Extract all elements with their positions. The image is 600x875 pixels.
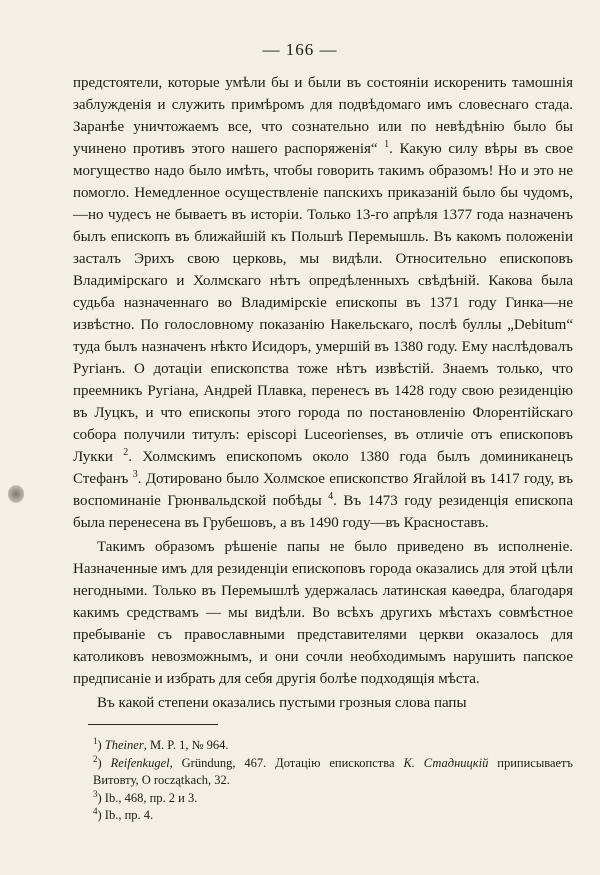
footnote-2: $^2$) Reifenkugel, Gründung, 467. Дотацію епископства К. Стадницкій приписываетъ Витовту, O roczątkach, 32.: [93, 753, 573, 787]
footnote-ref-4[interactable]: 4: [328, 491, 334, 502]
main-text: [73, 72, 573, 714]
footnote-4: $^4$) Ib., пр. 4.: [93, 805, 154, 822]
page-number: — 166 —: [262, 40, 338, 59]
footnote-4-number: 4: [93, 805, 98, 816]
footnote-ref-2[interactable]: 2: [123, 447, 129, 458]
footnotes: [73, 737, 573, 825]
footnote-3: $^3$) Ib., 468, пр. 2 и 3.: [93, 788, 198, 805]
footnote-3-number: 3: [93, 788, 98, 799]
paragraph-1-part-c: . Холмскимъ епископомъ около 1380 года былъ доминиканецъ Стефанъ: [73, 449, 573, 487]
ink-blot-mark: [8, 485, 24, 503]
footnote-4-text: Ib., пр. 4.: [104, 808, 154, 822]
footnote-2-number: 2: [93, 753, 98, 764]
footnote-divider: [88, 724, 218, 725]
footnote-3-text: Ib., 468, пр. 2 и 3.: [104, 790, 198, 805]
paragraph-2: Такимъ образомъ рѣшеніе папы не было приведено въ исполненіе. Назначенные имъ для резиденціи епископовъ города оказались для этой цѣли негодными. Только въ Перемышлѣ удержалась латинская каѳедра, благодаря какимъ средствамъ — мы видѣли. Во всѣхъ другихъ мѣстахъ совмѣстное пребываніе съ православными представителями церкви оказалось для католиковъ невозможнымъ, и они сочли необходимымъ нарушить папское предписаніе и избрать для себя другія болѣе подходящія мѣста.: [73, 539, 573, 687]
footnote-ref-1[interactable]: 1: [384, 139, 390, 150]
paragraph-1: [73, 72, 573, 534]
paragraph-1-part-d: . Дотировано было Холмское епископство Ягайлой въ 1417 году, въ воспоминаніе Грюнвальдской побѣды: [73, 471, 573, 509]
paragraph-1-part-e: . Въ 1473 году резиденція епископа была перенесена въ Грубешовъ, а въ 1490 году—въ Красноставъ.: [73, 493, 573, 531]
footnote-1-number: 1: [93, 735, 98, 746]
footnote-ref-3[interactable]: 3: [132, 469, 138, 480]
paragraph-1-part-a: предстоятели, которые умѣли бы и были въ состояніи искоренить тамошнія заблужденія и служить примѣромъ для подвѣдомаго имъ словеснаго стада. Заранѣе уничтожаемъ все, что сознательно или по невѣдѣнію было бы учинено противъ этого нашего распоряженія“: [73, 75, 573, 157]
footnote-1: $^1$) Theiner, M. P. 1, № 964.: [93, 735, 229, 752]
footnote-2-author: Reifenkugel: [110, 755, 170, 770]
footnote-1-text: , M. P. 1, № 964.: [143, 738, 229, 752]
paragraph-3: Въ какой степени оказались пустыми грозныя слова папы: [97, 695, 467, 711]
footnote-2-author-2: К. Стадницкій: [403, 755, 489, 770]
paragraph-1-part-b: . Какую силу вѣры въ свое могущество надо было имѣть, чтобы говорить такимъ образомъ! Но и это не помогло. Немедленное осуществленіе папскихъ приказаній было бы чудомъ,—но чудесъ не бываетъ въ исторіи. Только 13-го апрѣля 1377 года назначенъ былъ епископъ въ ближайшій къ Польшѣ Перемышль. Въ какомъ положеніи засталъ Эрихъ свою церковь, мы видѣли. Относительно епископовъ Владимірскаго и Холмскаго нѣтъ опредѣленныхъ свѣдѣній. Какова была судьба назначеннаго во Владимірскіе епископы въ 1371 году Гинка—не извѣстно. По голословному показанію Накельскаго, послѣ буллы „Debitum“ туда былъ назначенъ нѣкто Исидоръ, умершій въ 1380 году. Ему наслѣдовалъ Ругіанъ. О дотаціи епископства тоже нѣтъ извѣстій. Знаемъ только, что преемникъ Ругіана, Андрей Плавка, перенесъ въ 1428 году свою резиденцію въ Луцкъ, и что епископы этого города по постановленію Флорентійскаго собора получили титулъ: episcopi Luceorienses, въ отличіе отъ епископовъ Лукки: [73, 141, 573, 465]
footnote-2-text-2: приписываетъ Витовту, O roczątkach, 32.: [93, 755, 573, 787]
footnote-2-text: , Gründung, 467. Дотацію епископства: [169, 755, 404, 770]
footnote-1-author: Theiner: [104, 738, 144, 752]
